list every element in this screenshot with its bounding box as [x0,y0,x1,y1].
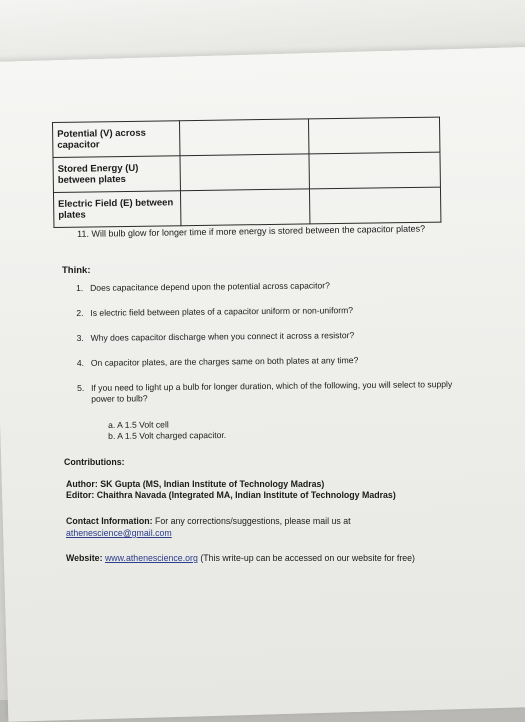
website-link[interactable]: www.athenescience.org [104,553,198,563]
row-label: Potential (V) across capacitor [53,121,180,158]
website-note: (This write-up can be accessed on our website for free) [200,553,415,563]
table-row [53,152,440,192]
table-cell [179,119,308,156]
list-item [77,379,457,405]
website-info [66,553,415,564]
option-letter: b. [108,430,116,441]
author-line: Author: SK Gupta (MS, Indian Institute of Technology Madras) [66,479,325,489]
table-cell [180,154,309,191]
item-number: 2. [76,307,84,318]
option-letter: a. [108,419,116,430]
item-number: 5. [77,382,85,393]
contact-text: For any corrections/suggestions, please mail us at [154,516,351,526]
answer-options [108,419,226,442]
email-link[interactable]: athenescience@gmail.com [66,528,172,538]
table-cell [309,152,440,189]
item-text: On capacitor plates, are the charges same on both plates at any time? [90,355,359,368]
editor-line: Editor: Chaithra Navada (Integrated MA, Indian Institute of Technology Madras) [66,490,396,500]
list-item [77,329,457,344]
list-item [76,304,456,319]
contributions-heading: Contributions: [64,457,125,467]
question-text: Will bulb glow for longer time if more energy is stored between the capacitor plates? [91,223,426,239]
option-b [108,430,226,442]
option-text: A 1.5 Volt cell [117,419,169,430]
question-number: 11. [77,228,89,239]
think-heading: Think: [62,265,91,276]
item-text: Why does capacitor discharge when you connect it across a resistor? [90,330,355,343]
item-number: 1. [76,282,84,293]
table-row [53,187,440,227]
table-cell [180,189,309,226]
table-cell [309,187,440,224]
list-item [77,354,457,369]
item-text: If you need to light up a bulb for longer duration, which of the following, you will select to supply power to bulb? [91,379,453,404]
item-number: 3. [76,332,84,343]
option-text: A 1.5 Volt charged capacitor. [117,429,227,441]
observation-table [52,117,441,228]
contact-label: Contact Information: [66,516,153,526]
contact-info [66,516,351,527]
website-label: Website: [66,553,103,563]
item-text: Is electric field between plates of a capacitor uniform or non-uniform? [90,305,354,318]
table-cell [308,117,439,154]
item-number: 4. [76,357,85,368]
list-item [76,279,456,294]
table-row [53,117,440,157]
think-questions [76,279,457,419]
row-label: Electric Field (E) between plates [53,191,180,228]
item-text: Does capacitance depend upon the potential across capacitor? [89,280,330,293]
row-label: Stored Energy (U) between plates [53,156,180,193]
